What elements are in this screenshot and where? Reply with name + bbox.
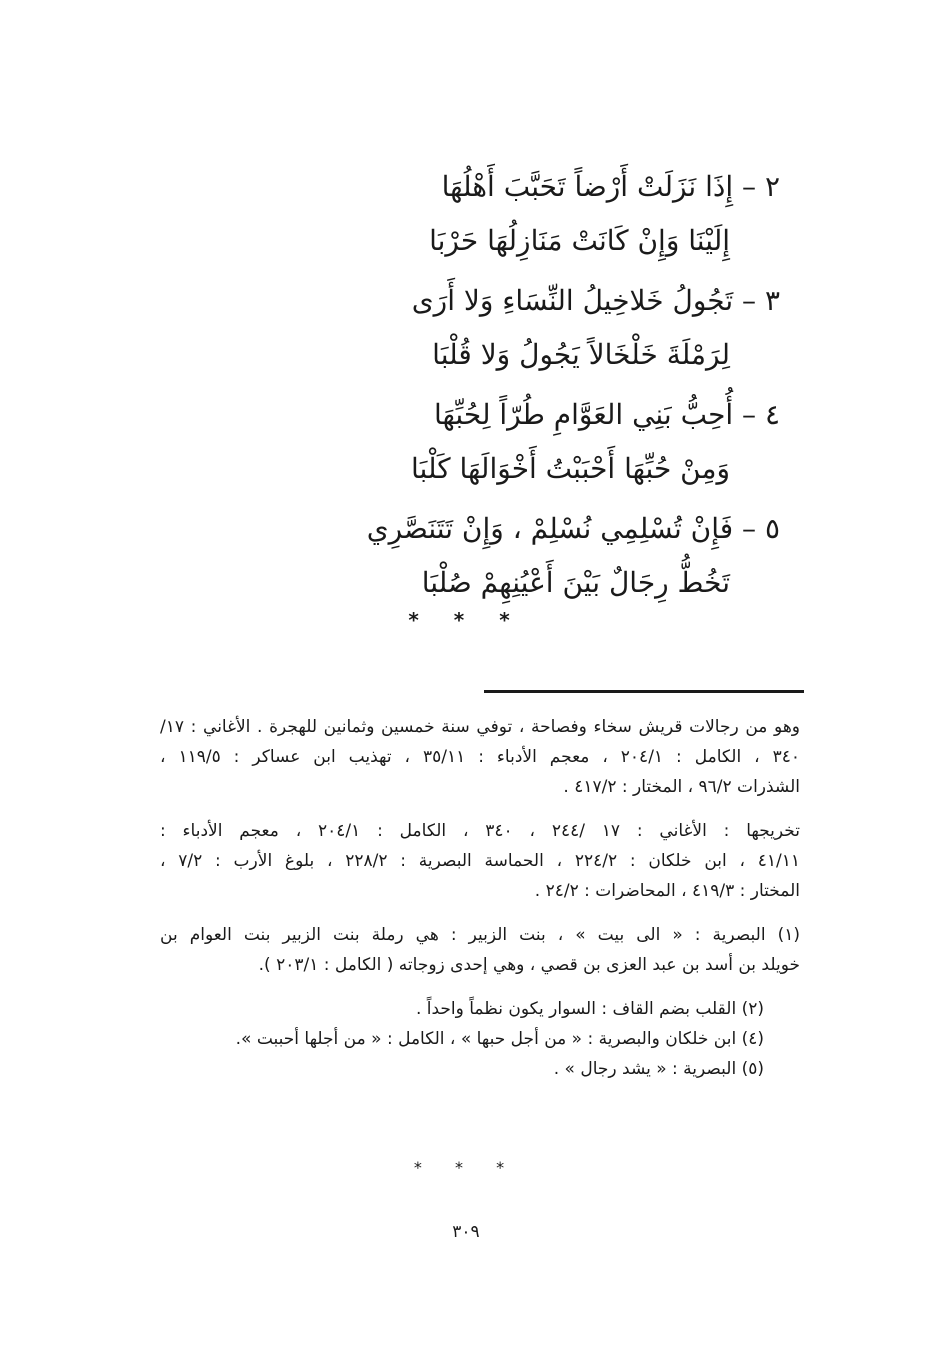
verse-line: لِرَمْلَةَ خَلْخَالاً يَجُولُ وَلا قُلْبَا bbox=[432, 338, 730, 371]
footnote-1 bbox=[160, 920, 800, 980]
verse-line: ٤ – أُحِبُّ بَنِي العَوَّامِ طُرّاً لِحُبِّهَا bbox=[433, 398, 780, 431]
verse-line: ٥ – فَإِنْ تُسْلِمِي نُسْلِمْ ، وَإِنْ تَتَنَصَّرِي bbox=[366, 512, 780, 545]
verse-line: وَمِنْ حُبِّهَا أَحْبَبْتُ أَخْوَالَهَا كَلْبَا bbox=[411, 452, 730, 485]
poem-stanza-5 bbox=[120, 502, 800, 610]
note-line: المختار : ٤١٩/٣ ، المحاضرات : ٢٤/٢ . bbox=[534, 881, 800, 901]
poem-stanza-2 bbox=[120, 160, 800, 268]
verse-line: إِلَيْنَا وَإِنْ كَانَتْ مَنَازِلُهَا حَرْبَا bbox=[429, 224, 730, 257]
footnote-2: (٢) القلب بضم القاف : السوار يكون نظماً واحداً . bbox=[415, 999, 764, 1019]
footnote-divider bbox=[484, 690, 804, 693]
verse-line: ٢ – إِذَا نَزَلَتْ أَرْضاً تَحَبَّبَ أَهْلُهَا bbox=[441, 170, 780, 203]
note-line: الشذرات ٩٦/٢ ، المختار : ٤١٧/٢ . bbox=[563, 777, 800, 797]
page-number: ٣٠٩ bbox=[452, 1222, 480, 1242]
note-line: ٤١/١١ ، ابن خلكان : ٢٢٤/٢ ، الحماسة البصرية : ٢٢٨/٢ ، بلوغ الأرب : ٧/٢ ، bbox=[160, 851, 801, 871]
note-line: خويلد بن أسد بن عبد العزى بن قصي ، وهي إحدى زوجاته ( الكامل : ٢٠٣/١ ). bbox=[258, 955, 800, 975]
footnote-4: (٤) ابن خلكان والبصرية : « من أجل حبها » ، الكامل : « من أجلها أحببت ». bbox=[235, 1029, 764, 1049]
note-line: (١) البصرية : « الى بيت » ، بنت الزبير : هي رملة بنت الزبير بنت العوام بن bbox=[160, 925, 800, 945]
poem-stanza-4 bbox=[120, 388, 800, 496]
section-separator: * * * bbox=[408, 608, 524, 632]
verse-line: تَخُطُّ رِجَالٌ بَيْنَ أَعْيُنِهِمْ صُلْبَا bbox=[421, 566, 730, 599]
footnote-5: (٥) البصرية : « يشد رجال » . bbox=[553, 1059, 764, 1079]
poem-stanza-3 bbox=[120, 274, 800, 382]
poem bbox=[120, 160, 800, 616]
takhrij-note bbox=[160, 816, 800, 906]
footnotes-remaining bbox=[160, 994, 800, 1084]
biography-note bbox=[160, 712, 800, 802]
end-separator: * * * bbox=[413, 1158, 519, 1177]
note-line: وهو من رجالات قريش سخاء وفصاحة ، توفي سنة خمسين وثمانين للهجرة . الأغاني : ١٧/ bbox=[160, 717, 800, 737]
verse-line: ٣ – تَجُولُ خَلاخِيلُ النِّسَاءِ وَلا أَرَى bbox=[411, 284, 780, 317]
note-line: تخريجها : الأغاني : ١٧ /٢٤٤ ، ٣٤٠ ، الكامل : ٢٠٤/١ ، معجم الأدباء : bbox=[160, 821, 801, 841]
note-line: ٣٤٠ ، الكامل : ٢٠٤/١ ، معجم الأدباء : ٣٥/١١ ، تهذيب ابن عساكر : ١١٩/٥ ، bbox=[160, 747, 800, 767]
footnotes bbox=[160, 712, 800, 1098]
